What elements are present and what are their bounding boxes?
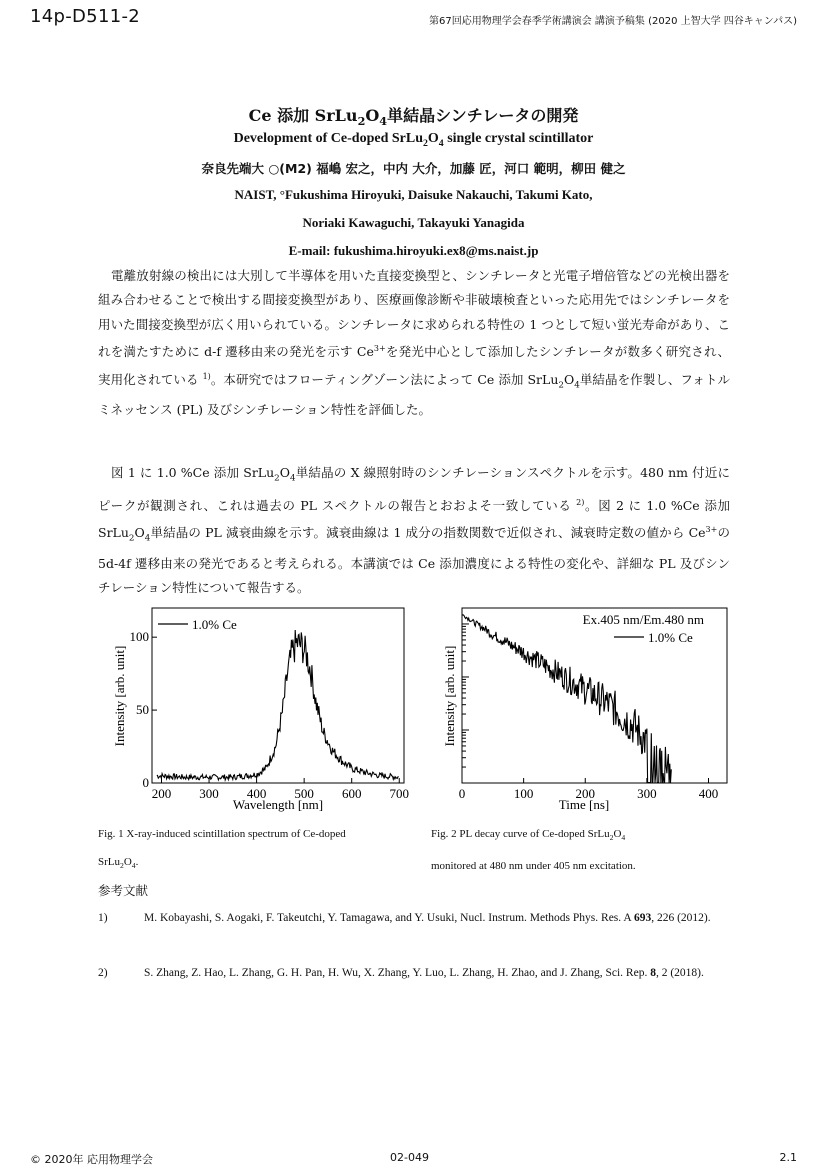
references-heading: 参考文献 — [98, 883, 149, 898]
x-tick-label: 0 — [458, 786, 466, 801]
title-japanese: Ce 添加 $SrLu_2O_4$単結晶シンチレータの開発 — [248, 106, 579, 129]
conference-name: 第67回応用物理学会春季学術講演会 講演予稿集 (2020 上智大学 四谷キャンパス) — [429, 16, 797, 27]
x-tick-label: 200 — [151, 786, 172, 801]
reference-2: 2) S. Zhang, Z. Hao, L. Zhang, G. H. Pan, H. Wu, X. Zhang, Y. Luo, L. Zhang, H. Zhao, and J. Zhang, Sci. Rep. 8, 2 (2018). — [98, 967, 704, 979]
email: E-mail: fukushima.hiroyuki.ex8@ms.naist.jp — [288, 243, 539, 258]
version: 2.1 — [779, 1151, 797, 1164]
series-line — [157, 630, 399, 780]
y-tick-label: 100 — [129, 629, 149, 645]
affiliation-line2: Noriaki Kawaguchi, Takayuki Yanagida — [302, 215, 525, 230]
affiliation-line1: NAIST, °Fukushima Hiroyuki, Daisuke Nakauchi, Takumi Kato, — [234, 187, 593, 202]
figure-1-caption: Fig. 1 X-ray-induced scintillation spectrum of Ce-doped $SrLu_2O_4$. — [98, 828, 346, 871]
body-paragraph-1: 電離放射線の検出には大別して半導体を用いた直接変換型と、シンチレータと光電子増倍管などの光検出器を組み合わせることで検出する間接変換型があり、医療画像診断や非破壊検査といった応用先ではシンチレータを用いた間接変換型が広く用いられている。シンチレータに求められる特性の 1 つとして短い蛍光寿命があり、これを満たすために d-f 遷移由来の発光を示す $Ce^{3+}$を発光中心として添加したシンチレータが数多く研究され、実用化されている $^{1)}$。本研究ではフローティングゾーン法によって Ce 添加 $SrLu_2O_4$単結晶を作製し、フォトルミネッセンス (PL) 及びシンチレーション特性を評価した。 — [98, 268, 730, 417]
x-tick-label: 400 — [698, 786, 719, 801]
y-tick-label: 50 — [136, 702, 149, 718]
x-tick-label: 300 — [199, 786, 219, 801]
x-tick-label: 500 — [294, 786, 314, 801]
figure-2-caption: Fig. 2 PL decay curve of Ce-doped $SrLu_2O_4$ monitored at 480 nm under 405 nm excitation. — [431, 828, 636, 873]
plot-frame — [152, 608, 404, 783]
legend-label: 1.0% Ce — [648, 630, 693, 645]
legend-label: 1.0% Ce — [192, 617, 237, 632]
figure-2-decay-chart — [432, 600, 732, 815]
x-tick-label: 700 — [389, 786, 409, 801]
figure-1-spectrum-chart — [100, 600, 415, 815]
x-axis-label: Wavelength [nm] — [232, 797, 324, 812]
x-tick-label: 300 — [637, 786, 657, 801]
y-axis-label: Intensity [arb. unit] — [112, 645, 127, 747]
y-axis-label: Intensity [arb. unit] — [442, 645, 457, 747]
title-english: Development of Ce-doped $SrLu_2O_4$ single crystal scintillator — [233, 131, 594, 149]
reference-1: 1) M. Kobayashi, S. Aogaki, F. Takeutchi, Y. Tamagawa, and Y. Usuki, Nucl. Instrum. Methods Phys. Res. A 693, 226 (2012). — [98, 912, 711, 924]
x-tick-label: 200 — [575, 786, 596, 801]
y-tick-label: 0 — [142, 775, 149, 790]
x-tick-label: 100 — [513, 786, 534, 801]
authors-japanese: 奈良先端大 ○(M2) 福嶋 宏之，中内 大介，加藤 匠，河口 範明，柳田 健之 — [201, 161, 626, 176]
x-tick-label: 400 — [246, 786, 267, 801]
series-line — [462, 615, 671, 783]
body-paragraph-2: 図 1 に 1.0 %Ce 添加 $SrLu_2O_4$単結晶の X 線照射時のシンチレーションスペクトルを示す。480 nm 付近にピークが観測され、これは過去の PL スペクトルの報告とおおよそ一致している $^{2)}$。図 2 に 1.0 %Ce 添加 $SrLu_2O_4$単結晶の PL 減衰曲線を示す。減衰曲線は 1 成分の指数関数で近似され、減衰時定数の値から $Ce^{3+}$の 5d-4f 遷移由来の発光であると考えられる。本講演では Ce 添加濃度による特性の変化や、詳細な PL 及びシンチレーション特性について報告する。 — [98, 465, 731, 595]
page-number: 02-049 — [390, 1151, 429, 1164]
copyright: © 2020年 応用物理学会 — [30, 1153, 153, 1166]
excitation-annotation: Ex.405 nm/Em.480 nm — [582, 612, 704, 627]
session-code: 14p-D511-2 — [30, 6, 140, 27]
x-tick-label: 600 — [341, 786, 362, 801]
x-axis-label: Time [ns] — [558, 797, 610, 812]
